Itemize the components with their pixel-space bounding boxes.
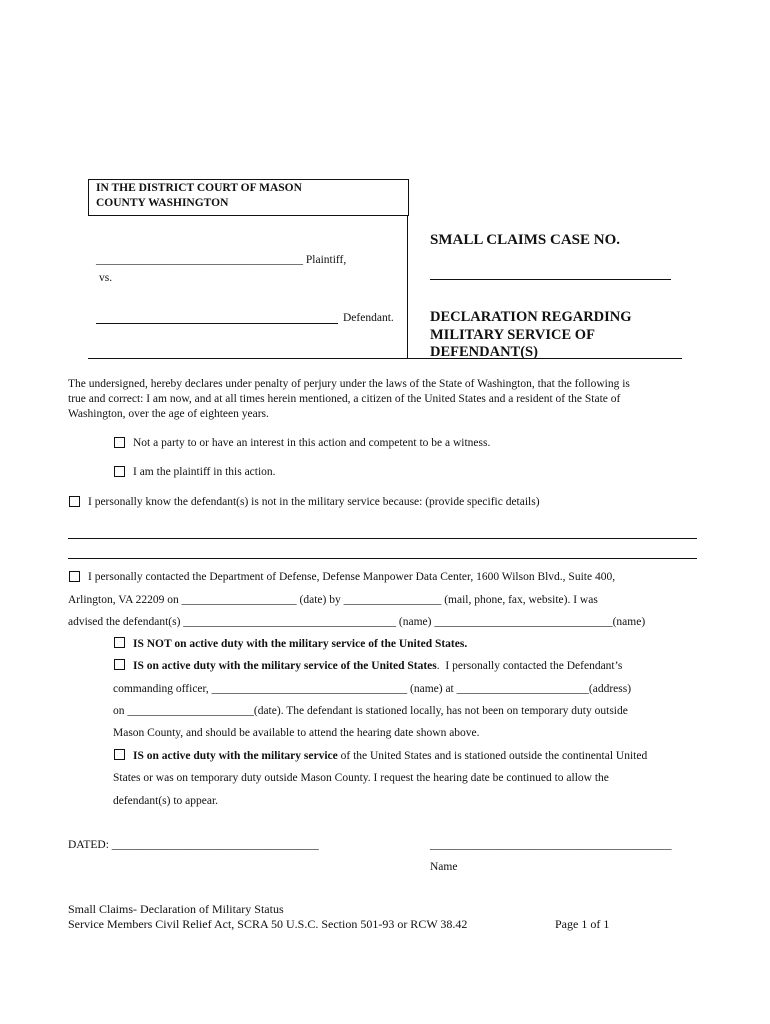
arlington-line: Arlington, VA 22209 on ____________________ (date) by _________________ (mail, phone, fax, website). I was [68,594,598,606]
page-number: Page 1 of 1 [555,917,610,931]
case-no-label: SMALL CLAIMS CASE NO. [430,232,621,248]
intro-line-2: true and correct: I am now, and at all times herein mentioned, a citizen of the United States and a resident of the State of [68,393,621,405]
contacted-dod-label: I personally contacted the Department of Defense, Defense Manpower Data Center, 1600 Wilson Blvd., Suite 400, [88,571,616,583]
footer-line-1: Small Claims- Declaration of Military Status [68,902,284,916]
intro-line-1: The undersigned, hereby declares under penalty of perjury under the laws of the State of Washington, that the following is [68,378,630,390]
checkbox-not-active-duty[interactable] [114,637,125,648]
plaintiff-line [96,253,346,267]
active-duty-outside-bold: IS on active duty with the military service [133,750,338,762]
document-title-line3: DEFENDANT(S) [430,344,538,360]
defendant-blank [96,323,338,324]
checkbox-personally-know[interactable] [69,496,80,507]
states-line: States or was on temporary duty outside Mason County. I request the hearing date be continued to allow the [113,772,609,784]
document-title-line2: MILITARY SERVICE OF [430,327,595,343]
active-duty-local-rest: . I personally contacted the Defendant’s [436,660,623,672]
not-active-duty-label: IS NOT on active duty with the military service of the United States. [133,638,468,650]
appear-line: defendant(s) to appear. [113,795,219,807]
not-party-label: Not a party to or have an interest in this action and competent to be a witness. [133,437,491,449]
on-date-line: on ______________________(date). The defendant is stationed locally, has not been on temporary duty outside [113,705,628,717]
checkbox-active-duty-local[interactable] [114,659,125,670]
personally-know-label: I personally know the defendant(s) is not in the military service because: (provide specific details) [88,496,540,508]
dated-line: DATED: ____________________________________ [68,839,319,851]
active-duty-local-line [133,659,622,673]
details-blank-line-2[interactable] [68,558,697,559]
active-duty-local-bold: IS on active duty with the military service of the United States [133,660,437,672]
active-duty-outside-line [133,749,647,763]
document-title-line1: DECLARATION REGARDING [430,309,632,325]
plaintiff-label: Plaintiff, [305,254,347,266]
court-name-line2: COUNTY WASHINGTON [96,197,229,209]
defendant-label: Defendant. [343,312,394,324]
caption-bottom-rule [88,358,682,359]
court-name: IN THE DISTRICT COURT OF MASON [96,182,302,194]
checkbox-plaintiff[interactable] [114,466,125,477]
footer-line-2: Service Members Civil Relief Act, SCRA 50 U.S.C. Section 501-93 or RCW 38.42 [68,917,468,931]
caption-vertical-divider [407,215,408,359]
vs-label: vs. [99,272,113,284]
advised-line: advised the defendant(s) _____________________________________ (name) _______________________________(name) [68,616,646,628]
active-duty-outside-rest: of the United States and is stationed outside the continental United [337,750,648,762]
intro-line-3: Washington, over the age of eighteen years. [68,408,269,420]
details-blank-line-1[interactable] [68,538,697,539]
commanding-officer-line: commanding officer, __________________________________ (name) at _______________________(address) [113,683,632,695]
checkbox-contacted-dod[interactable] [69,571,80,582]
checkbox-active-duty-outside[interactable] [114,749,125,760]
checkbox-not-party[interactable] [114,437,125,448]
case-no-blank [430,279,671,280]
plaintiff-option-label: I am the plaintiff in this action. [133,466,276,478]
signature-blank: __________________________________________ [430,839,672,851]
plaintiff-blank: ____________________________________ [96,254,303,266]
name-label: Name [430,861,458,873]
mason-county-line: Mason County, and should be available to attend the hearing date shown above. [113,727,480,739]
